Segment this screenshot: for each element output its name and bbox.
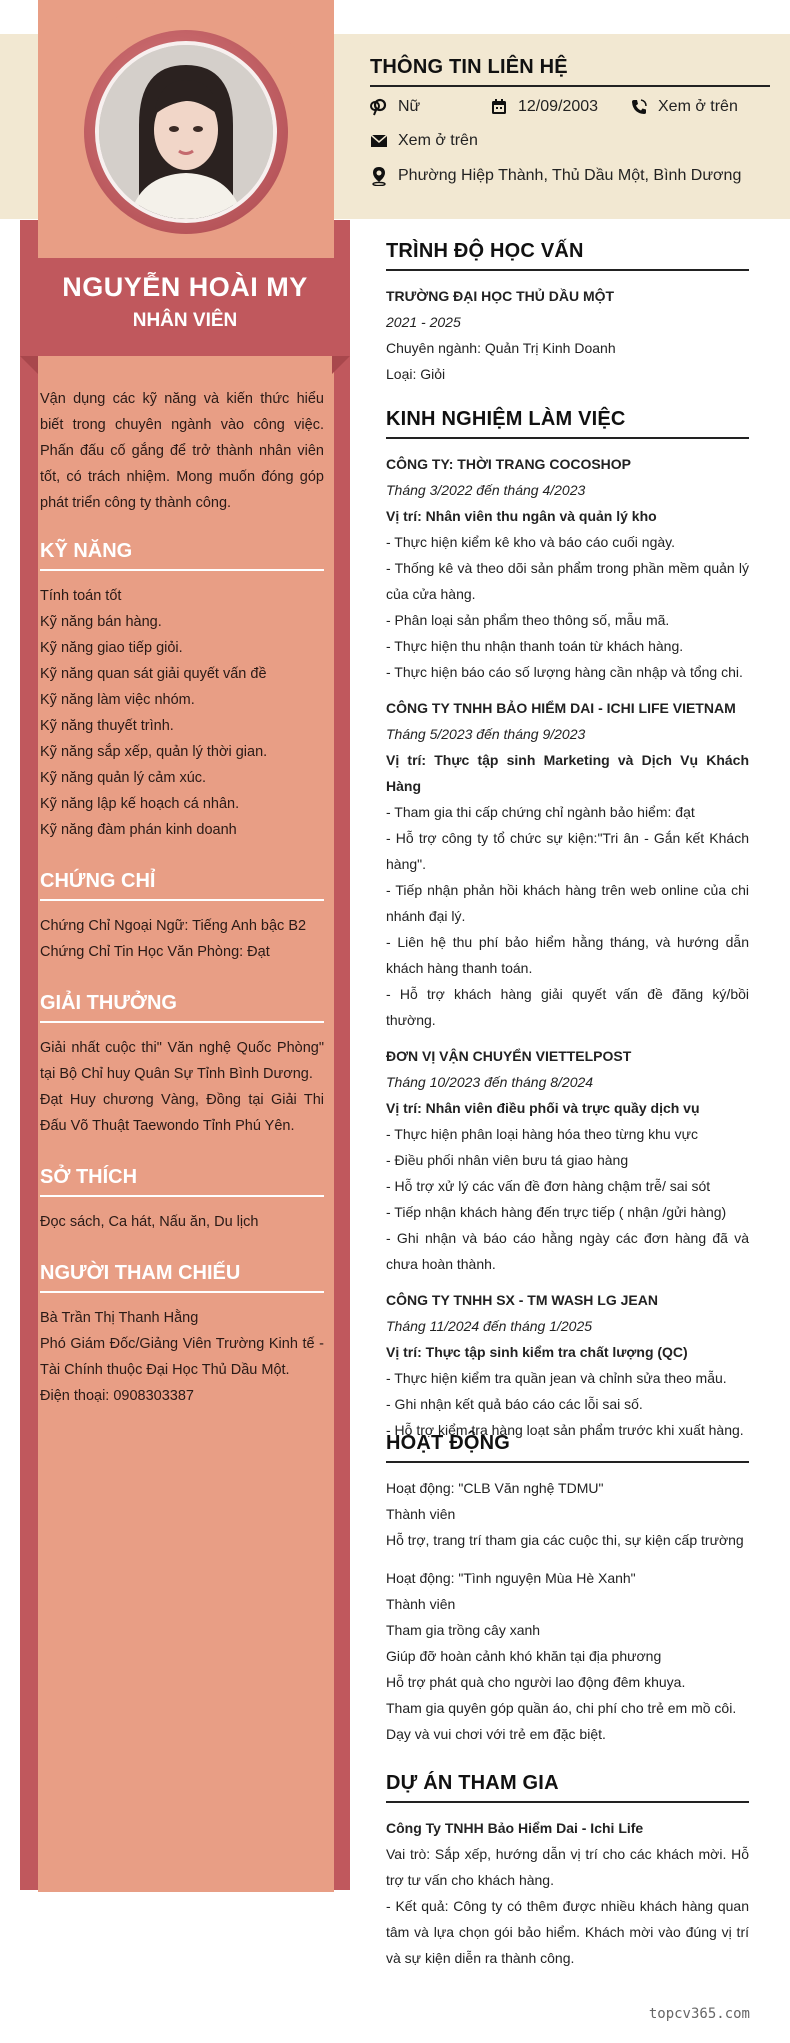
email-row: [370, 132, 478, 150]
job-duty: - Thực hiện thu nhận thanh toán từ khách hàng.: [386, 638, 684, 654]
education-period: 2021 - 2025: [386, 314, 461, 330]
gender-value: Nữ: [398, 98, 421, 115]
job-period: Tháng 10/2023 đến tháng 8/2024: [386, 1074, 594, 1090]
projects-section: [386, 1772, 749, 1971]
job-duty: - Hỗ trợ công ty tổ chức sự kiện:"Tri ân - Gắn kết Khách hàng".: [386, 830, 749, 872]
activity-line: Giúp đỡ hoàn cảnh khó khăn tại địa phương: [386, 1648, 662, 1664]
hobbies-section: [40, 1166, 324, 1235]
activity: [386, 1475, 749, 1553]
activities-section: [386, 1432, 749, 1747]
job-period: Tháng 11/2024 đến tháng 1/2025: [386, 1318, 593, 1334]
skill-item: Kỹ năng quản lý cảm xúc.: [40, 770, 207, 786]
skill-item: Kỹ năng đàm phán kinh doanh: [40, 822, 237, 838]
reference-role: Phó Giám Đốc/Giảng Viên Trường Kinh tế - Tài Chính thuộc Đại Học Thủ Dầu Một.: [40, 1336, 324, 1378]
job-duty: - Hỗ trợ khách hàng giải quyết vấn đề đăng ký/bồi thường.: [386, 986, 749, 1028]
location-pin-icon: [370, 166, 388, 186]
job-period: Tháng 3/2022 đến tháng 4/2023: [386, 482, 586, 498]
phone-row: [630, 98, 738, 116]
job-role: Vị trí: Thực tập sinh Marketing và Dịch Vụ Khách Hàng: [386, 752, 749, 794]
activity-line: Tham gia trồng cây xanh: [386, 1622, 541, 1638]
job-duty: - Thống kê và theo dõi sản phẩm trong phần mềm quản lý của cửa hàng.: [386, 560, 749, 602]
gender-row: [370, 98, 420, 116]
job-duty: - Ghi nhận và báo cáo hằng ngày các đơn hàng đã và chưa hoàn thành.: [386, 1230, 749, 1272]
avatar: [99, 45, 273, 219]
job-role: Vị trí: Nhân viên điều phối và trực quầy dịch vụ: [386, 1100, 700, 1116]
job-company: ĐƠN VỊ VẬN CHUYỂN VIETTELPOST: [386, 1048, 632, 1064]
job-duty: - Phân loại sản phẩm theo thông số, mẫu mã.: [386, 612, 670, 628]
calendar-icon: [490, 98, 508, 116]
job-duty: - Điều phối nhân viên bưu tá giao hàng: [386, 1152, 629, 1168]
address-row: [370, 166, 741, 186]
skill-item: Kỹ năng làm việc nhóm.: [40, 692, 195, 708]
job-duty: - Thực hiện phân loại hàng hóa theo từng khu vực: [386, 1126, 698, 1142]
job: [386, 1287, 749, 1443]
skill-item: Kỹ năng lập kế hoạch cá nhân.: [40, 796, 240, 812]
job-role: Vị trí: Thực tập sinh kiểm tra chất lượng (QC): [386, 1344, 688, 1360]
job-duty: - Hỗ trợ kiểm tra hàng loạt sản phẩm trước khi xuất hàng.: [386, 1422, 744, 1438]
watermark: topcv365.com: [648, 2006, 750, 2022]
job-duty: - Ghi nhận kết quả báo cáo các lỗi sai số.: [386, 1396, 643, 1412]
skills-section: [40, 540, 324, 843]
skills-heading: KỸ NĂNG: [40, 540, 324, 571]
job: [386, 1043, 749, 1277]
job-duty: - Liên hệ thu phí bảo hiểm hằng tháng, và hướng dẫn khách hàng thanh toán.: [386, 934, 749, 976]
job: [386, 695, 749, 1033]
activities-heading: HOẠT ĐỘNG: [386, 1432, 749, 1463]
phone-value: Xem ở trên: [658, 98, 738, 115]
awards-heading: GIẢI THƯỞNG: [40, 992, 324, 1023]
activity-title: Hoạt động: "CLB Văn nghệ TDMU": [386, 1480, 604, 1496]
contact-section: [370, 56, 770, 87]
activity-line: Tham gia quyên góp quần áo, chi phí cho trẻ em mồ côi.: [386, 1700, 737, 1716]
references-heading: NGƯỜI THAM CHIẾU: [40, 1262, 324, 1293]
certificates-section: [40, 870, 324, 965]
email-value: Xem ở trên: [398, 132, 478, 149]
email-icon: [370, 134, 388, 148]
phone-icon: [630, 98, 648, 116]
job-company: CÔNG TY: THỜI TRANG COCOSHOP: [386, 456, 632, 472]
references-section: [40, 1262, 324, 1409]
reference-name: Bà Trần Thị Thanh Hằng: [40, 1310, 199, 1326]
job-duty: - Tham gia thi cấp chứng chỉ ngành bảo hiểm: đạt: [386, 804, 695, 820]
skill-item: Kỹ năng bán hàng.: [40, 614, 162, 630]
activity-line: Dạy và vui chơi với trẻ em đặc biệt.: [386, 1726, 606, 1742]
job-company: CÔNG TY TNHH BẢO HIỂM DAI - ICHI LIFE VIETNAM: [386, 700, 736, 716]
experience-heading: KINH NGHIỆM LÀM VIỆC: [386, 408, 749, 439]
activity: [386, 1565, 749, 1747]
skill-item: Kỹ năng quan sát giải quyết vấn đề: [40, 666, 267, 682]
education-section: [386, 240, 749, 387]
education-grade: Loại: Giỏi: [386, 366, 446, 382]
experience-section: [386, 408, 749, 1443]
summary: Vận dụng các kỹ năng và kiến thức hiểu biết trong chuyên ngành vào công việc. Phấn đấu cố gắng để trở thành nhân viên tốt, có trách nhiệm. Mong muốn đóng góp phát triển công ty thành công.: [40, 391, 324, 511]
activity-line: Hỗ trợ phát quà cho người lao động đêm khuya.: [386, 1674, 686, 1690]
awards-section: [40, 992, 324, 1139]
skill-item: Kỹ năng thuyết trình.: [40, 718, 174, 734]
candidate-position: NHÂN VIÊN: [132, 310, 238, 331]
candidate-name: NGUYỄN HOÀI MY: [62, 272, 308, 302]
hobbies-text: Đọc sách, Ca hát, Nấu ăn, Du lịch: [40, 1214, 259, 1230]
skill-item: Kỹ năng giao tiếp giỏi.: [40, 640, 183, 656]
reference-phone: Điện thoại: 0908303387: [40, 1388, 194, 1404]
award-item: Giải nhất cuộc thi" Văn nghệ Quốc Phòng" tại Bộ Chỉ huy Quân Sự Tỉnh Bình Dương.: [40, 1040, 324, 1082]
skill-item: Tính toán tốt: [40, 588, 122, 604]
project-role: Vai trò: Sắp xếp, hướng dẫn vị trí cho các khách mời. Hỗ trợ tư vấn cho khách hàng.: [386, 1846, 749, 1888]
education-heading: TRÌNH ĐỘ HỌC VẤN: [386, 240, 749, 271]
activity-line: Hỗ trợ, trang trí tham gia các cuộc thi, sự kiện cấp trường: [386, 1532, 744, 1548]
certificates-heading: CHỨNG CHỈ: [40, 870, 324, 901]
activity-role: Thành viên: [386, 1506, 456, 1522]
gender-icon: [370, 98, 388, 116]
birthday-row: [490, 98, 598, 116]
job-company: CÔNG TY TNHH SX - TM WASH LG JEAN: [386, 1292, 658, 1308]
activity-role: Thành viên: [386, 1596, 456, 1612]
birthday-value: 12/09/2003: [518, 98, 599, 115]
job-duty: - Hỗ trợ xử lý các vấn đề đơn hàng chậm trễ/ sai sót: [386, 1178, 711, 1194]
certificate-item: Chứng Chỉ Tin Học Văn Phòng: Đạt: [40, 944, 270, 960]
job-role: Vị trí: Nhân viên thu ngân và quản lý kho: [386, 508, 657, 524]
job: [386, 451, 749, 685]
project-result: - Kết quả: Công ty có thêm được nhiều khách hàng quan tâm và lựa chọn gói bảo hiểm. Khách mời vào đúng vị trí và sự kiện diễn ra thành công.: [386, 1898, 749, 1966]
hobbies-heading: SỞ THÍCH: [40, 1166, 324, 1197]
award-item: Đạt Huy chương Vàng, Đồng tại Giải Thi Đấu Võ Thuật Taewondo Tỉnh Phú Yên.: [40, 1092, 324, 1134]
job-duty: - Tiếp nhận khách hàng đến trực tiếp ( nhận /gửi hàng): [386, 1204, 727, 1220]
contact-heading: THÔNG TIN LIÊN HỆ: [370, 56, 770, 87]
job-period: Tháng 5/2023 đến tháng 9/2023: [386, 726, 586, 742]
projects-heading: DỰ ÁN THAM GIA: [386, 1772, 749, 1803]
job-duty: - Thực hiện báo cáo số lượng hàng cần nhập và tổng chi.: [386, 664, 743, 680]
skill-item: Kỹ năng sắp xếp, quản lý thời gian.: [40, 744, 268, 760]
address-value: Phường Hiệp Thành, Thủ Dầu Một, Bình Dương: [398, 167, 742, 184]
skills-list: [40, 583, 324, 843]
job-duty: - Tiếp nhận phản hồi khách hàng trên web online của chi nhánh đại lý.: [386, 882, 749, 924]
activity-title: Hoạt động: "Tình nguyện Mùa Hè Xanh": [386, 1570, 636, 1586]
job-duty: - Thực hiện kiểm tra quần jean và chỉnh sửa theo mẫu.: [386, 1370, 727, 1386]
project-company: Công Ty TNHH Bảo Hiểm Dai - Ichi Life: [386, 1820, 644, 1836]
job-duty: - Thực hiện kiểm kê kho và báo cáo cuối ngày.: [386, 534, 676, 550]
certificate-item: Chứng Chỉ Ngoại Ngữ: Tiếng Anh bậc B2: [40, 918, 307, 934]
education-major: Chuyên ngành: Quản Trị Kinh Doanh: [386, 340, 616, 356]
school-name: TRƯỜNG ĐẠI HỌC THỦ DẦU MỘT: [386, 288, 615, 304]
